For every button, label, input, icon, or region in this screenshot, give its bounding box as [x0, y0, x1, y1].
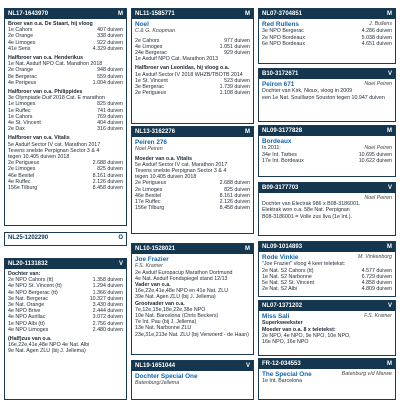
breeder-name: C.& G. Koopman [135, 28, 176, 35]
sex-badge: M [387, 361, 392, 367]
description-line: 10e Nat. Barcelona (Chris Beckers) [135, 313, 219, 320]
race-result: 2e Perigueux [135, 90, 167, 97]
participant-count: 8.161 duiven [92, 172, 123, 179]
ring-number: NL07-3704851 [262, 11, 303, 17]
sex-badge: M [387, 11, 392, 17]
pedigree-card-dam[interactable] [4, 258, 127, 400]
ring-number: NL25-1202290 [8, 235, 49, 241]
breeder-name: Noel Peiren [364, 81, 392, 87]
race-result: 6e NPO Bordeaux [262, 40, 305, 47]
participant-count: 10.327 duiven [89, 295, 123, 302]
description-line: 16e,22e,41e,48e NPO en 41e Nat. ZLU [135, 288, 229, 295]
breeder-name: Noel Peiren [135, 146, 163, 153]
race-result: 156e Tilburg [8, 185, 38, 192]
pigeon-name: Rode Vinkie [262, 254, 299, 261]
pedigree-card-great-grandsire[interactable] [258, 241, 396, 297]
race-result: 41e Sens [8, 45, 31, 52]
description-line: 1e Asduif Sector IV 2018 WHZB/TBOTB 2014 [135, 71, 243, 78]
description-line: 16e,22e,41e,48e NPO 4e Nat. Albi [8, 342, 90, 349]
description-line: 5e Asduif Sector IV cat. Marathon 2017 [8, 141, 101, 148]
breeder-name: J. Bullens [369, 21, 392, 27]
participant-count: 316 duiven [97, 126, 123, 133]
description-heading: Moeder van o.a. Vitalis [135, 155, 193, 162]
ring-number: NL07-1371202 [262, 303, 303, 309]
race-result: 24e Bergerac [135, 50, 167, 57]
race-result: 2e Nat. S2 Cahors (tt) [262, 267, 314, 274]
ring-number: FR-12-034553 [262, 361, 301, 367]
pigeon-name: Miss Sali [262, 313, 290, 320]
race-result: 17e Ruffec [135, 199, 161, 206]
description-line: 16e NPO, 16e NPO [262, 339, 309, 346]
participant-count: 741 duiven [97, 107, 123, 114]
card-header [5, 233, 126, 243]
sex-badge: M [245, 11, 250, 17]
description-heading: Halfbroer van o.a. Henderikus [8, 55, 84, 62]
participant-count: 769 duiven [97, 113, 123, 120]
participant-count: 4.858 duiven [361, 280, 392, 287]
participant-count: 4.651 duiven [361, 40, 392, 47]
race-result: 2e Orange [8, 67, 34, 74]
description-line: 4e Nat. Asduif Fondspiegel stand 12/13 [135, 275, 228, 282]
card-header [5, 259, 126, 269]
participant-count: 338 duiven [97, 33, 123, 40]
participant-count: 825 duiven [97, 166, 123, 173]
race-result: 4e Perigeux [8, 79, 37, 86]
pedigree-card-child[interactable] [4, 232, 127, 246]
sex-badge: M [387, 244, 392, 250]
pigeon-name: Bordeaux [262, 138, 292, 145]
sex-badge: V [387, 185, 392, 191]
pedigree-card-grandsire[interactable] [131, 8, 254, 124]
pigeon-name: Joe Frazier [135, 256, 169, 263]
participant-count: 8.458 duiven [219, 205, 250, 212]
race-result: 2e Perigueux [8, 160, 40, 167]
participant-count: 407 duiven [97, 27, 123, 34]
participant-count: 10.622 duiven [358, 157, 392, 164]
card-header [259, 126, 395, 136]
description-heading: Grootvader van o.a. [135, 300, 185, 307]
participant-count: 1.366 duiven [92, 289, 123, 296]
pigeon-name: Peiren 276 [135, 139, 167, 146]
pedigree-card-great-grandsire[interactable] [258, 8, 396, 64]
race-result: 4e St. Vincent [8, 120, 41, 127]
race-result: 4e Limoges [135, 43, 163, 50]
participant-count: 2.444 duiven [92, 308, 123, 315]
participant-count: 3.430 duiven [92, 302, 123, 309]
card-header [259, 183, 395, 193]
participant-count: 6.729 duiven [361, 273, 392, 280]
description-line: 13e Nat. Narbonne ZLU [135, 325, 192, 332]
card-header [259, 69, 395, 79]
participant-count: 2.480 duiven [92, 326, 123, 333]
participant-count: 2.756 duiven [92, 320, 123, 327]
pigeon-name: Noel [135, 21, 149, 28]
participant-count: 4.577 duiven [361, 267, 392, 274]
race-result: 2e Dax [8, 126, 25, 133]
participant-count: 5.038 duiven [361, 34, 392, 41]
participant-count: 922 duiven [97, 39, 123, 46]
card-header [132, 361, 253, 371]
pigeon-name: Dochter Special One [135, 373, 198, 380]
race-result: 3e NPO Bergerac [262, 28, 304, 35]
participant-count: 523 duiven [224, 77, 250, 84]
participant-count: 2.688 duiven [92, 160, 123, 167]
race-result: 1e Nat. S2 Narbonne [262, 273, 312, 280]
participant-count: 4.286 duiven [361, 28, 392, 35]
card-header [259, 9, 395, 19]
participant-count: 404 duiven [97, 120, 123, 127]
description-heading: Superkweekster [262, 320, 303, 327]
ring-number: NL09-1014893 [262, 244, 303, 250]
participant-count: 948 duiven [97, 67, 123, 74]
sex-badge: M [387, 128, 392, 134]
race-result: 4e NPO Bergerac (tt) [8, 289, 58, 296]
participant-count: 4.809 duiven [361, 286, 392, 293]
race-result: 3e Nat. Bergerac [8, 295, 49, 302]
race-result: 4e Ruffec [8, 178, 31, 185]
card-header [5, 9, 126, 19]
card-header [259, 242, 395, 252]
description-line: 1e Asduif NPO Cat. Marathon 2013 [135, 56, 219, 63]
description-line: 3e Olympiade Duif 2018 Cat. E marathon [8, 95, 105, 102]
description-line: 1e Nat. Asduif NPO Cat. Marathon 2018 [8, 61, 103, 68]
sex-badge: O [118, 235, 123, 241]
participant-count: 3.072 duiven [92, 314, 123, 321]
race-result: 4e NPO Limoges [8, 326, 49, 333]
pedigree-card-granddam[interactable] [131, 360, 254, 400]
sex-badge: M [245, 246, 250, 252]
participant-count: 1.108 duiven [219, 90, 250, 97]
pedigree-card-great-granddam[interactable] [258, 182, 396, 236]
race-result: 3e Bergerac [135, 84, 164, 91]
race-result: 1e Ruffec [8, 107, 31, 114]
description-line: tegen 10.405 duiven 2018 [135, 174, 197, 181]
ring-number: NL11-1585771 [135, 11, 175, 17]
participant-count: 2.126 duiven [219, 199, 250, 206]
race-result: 1e Cahors [8, 113, 33, 120]
description-line: In 2011: [262, 145, 281, 152]
participant-count: 2.688 duiven [219, 180, 250, 187]
description-line: 1e Int. Barcelona [262, 378, 303, 385]
ring-number: NL20-1131832 [8, 261, 48, 267]
race-result: 1e Limoges [8, 101, 36, 108]
participant-count: 929 duiven [224, 50, 250, 57]
pedigree-card-great-granddam[interactable] [258, 300, 396, 356]
breeder-name: Batenburg/Jellema [135, 380, 180, 387]
breeder-name: Noel Peiren [364, 145, 392, 152]
race-result: 17e Int. Bordeaux [262, 157, 304, 164]
race-result: 4e NPO Aurillac [8, 314, 46, 321]
pedigree-card-grandsire[interactable] [131, 243, 254, 355]
participant-count: 1.739 duiven [219, 84, 250, 91]
pedigree-card-great-granddam[interactable] [258, 68, 396, 122]
race-result: 2e NPO Cahors (tt) [8, 277, 54, 284]
race-result: 4e NPO St. Vincent (tt) [8, 283, 62, 290]
participant-count: 8.161 duiven [219, 192, 250, 199]
description-line: 9e Nat. Agen ZLU (bij J. Jellema) [8, 348, 86, 355]
ring-number: NL17-1643970 [8, 11, 49, 17]
description-heading: (Half)zus van o.a. [8, 336, 52, 343]
result-row [262, 41, 392, 47]
race-result: 1e Cahors [8, 27, 33, 34]
card-header [132, 9, 253, 19]
ring-number: NL09-3177828 [262, 128, 303, 134]
description-line: B08-3186001 = Volle zus Ilva (1e Int.). [262, 213, 352, 220]
participant-count: 4.329 duiven [92, 45, 123, 52]
participant-count: 1.294 duiven [92, 283, 123, 290]
card-header [132, 127, 253, 137]
race-result: 3e Nat. Orange [8, 302, 45, 309]
race-result: 5e Nat. S2 St. Vincent [262, 280, 315, 287]
description-line: een 1e Nat. Souillaron Souston tegen 10.947 duiven [262, 94, 385, 101]
breeder-name: M. Vinkenborg [357, 254, 392, 260]
race-result: 46e Bexitel [135, 192, 162, 199]
race-result: 156e Tilburg [135, 205, 165, 212]
description-line: 23e,31e,213e Nat. ZLU (bij Verwoerd - de Haan) [135, 331, 249, 338]
sex-badge: V [387, 71, 392, 77]
ring-number: NL13-3162276 [135, 129, 176, 135]
card-header [259, 301, 395, 311]
participant-count: 559 duiven [97, 73, 123, 80]
card-header [132, 244, 253, 254]
description-line: tegen 10.405 duiven 2018 [8, 154, 70, 161]
breeder-name: Batenburg v/d Marwe [341, 371, 392, 377]
description-line: "Joe Frazier" vloog 4 keer teletekst: [262, 261, 346, 268]
participant-count: 1.004 duiven [92, 79, 123, 86]
participant-count: 8.458 duiven [92, 185, 123, 192]
ring-number: NL10-1528021 [135, 246, 176, 252]
ring-number: NL19-1651044 [135, 363, 176, 369]
result-row [262, 286, 392, 292]
result-row [135, 205, 250, 211]
description-heading: Moeder van o.a. 8 x teletekst: [262, 326, 336, 333]
pedigree-card-great-grandsire[interactable] [258, 125, 396, 177]
description-heading: Halfbroer van o.a. Vitalis [8, 135, 70, 142]
description-heading: Dochter van: [8, 271, 41, 277]
description-line: Tevens snelste Perpignan Sector 3 & 4 [8, 147, 100, 154]
breeder-name: Noel Peiren [364, 195, 392, 201]
result-row [262, 158, 392, 164]
breeder-name: F.S. Kramer [135, 263, 163, 270]
description-line: Elektrak won o.a. 58e Nat. Perpignan [262, 207, 350, 214]
participant-count: 825 duiven [97, 101, 123, 108]
sex-badge: M [245, 129, 250, 135]
participant-count: 977 duiven [224, 37, 250, 44]
sex-badge: M [118, 11, 123, 17]
sex-badge: V [387, 303, 392, 309]
race-result: 2e NPO Bordeaux [262, 34, 305, 41]
pedigree-card-great-grandsire[interactable] [258, 358, 396, 400]
pedigree-card-sire[interactable] [4, 8, 127, 226]
participant-count: 1.358 duiven [92, 277, 123, 284]
description-line: Dochter van Kirk, Nioux, vloog in 2009 [262, 88, 353, 95]
participant-count: 1.051 duiven [219, 43, 250, 50]
description-heading: Halfbroer van o.a. Philippides [8, 89, 83, 96]
race-result: 2e Limoges [135, 186, 163, 193]
race-result: 34e Int. Tarbes [262, 151, 297, 158]
card-header [259, 359, 395, 369]
description-heading: Broer van o.a. De Staart, hij vloog [8, 21, 93, 27]
result-row [8, 185, 123, 191]
pedigree-card-granddam[interactable] [131, 126, 254, 234]
description-heading: Vader van o.a. [135, 282, 171, 289]
race-result: 1e NPO Albi (tt) [8, 320, 45, 327]
description-line: Tevens snelste Perpignan Sector 3 & 4 [135, 168, 227, 175]
race-result: 4e NPO Brive [8, 308, 41, 315]
participant-count: 825 duiven [224, 186, 250, 193]
race-result: 2e Limoges [8, 166, 36, 173]
pigeon-name: Peiron 671 [262, 81, 295, 88]
race-result: 4e Limoges [8, 39, 36, 46]
race-result: 2e Perigueux [135, 180, 167, 187]
race-result: 1e St. Vincent [135, 77, 168, 84]
participant-count: 10.695 duiven [358, 151, 392, 158]
race-result: 8e Bergerac [8, 73, 37, 80]
description-line: 2e NPO, 4e NPO, 9e NPO, 10e NPO, [262, 332, 351, 339]
result-row [135, 90, 250, 96]
breeder-name: F.S. Kramer [364, 313, 392, 319]
description-heading: Halfbroer van Leonidas, hij vloog o.a. [135, 65, 230, 72]
ring-number: B09-3177703 [262, 185, 299, 191]
description-line: 5e Asduif Sector IV cat. Marathon 2017 [135, 161, 228, 168]
description-line: 2e Asduif Europacup Marathon Dortmund [135, 269, 233, 276]
pigeon-name: The Special One [262, 371, 312, 378]
sex-badge: V [118, 261, 123, 267]
description-line: 39e Nat. Agen ZLU (bij J. Jellema) [135, 294, 216, 301]
pigeon-name: Red Rullens [262, 21, 299, 28]
race-result: 2e Cahors [135, 37, 160, 44]
ring-number: B10-3172671 [262, 71, 299, 77]
participant-count: 2.126 duiven [92, 178, 123, 185]
race-result: 46e Bexitel [8, 172, 35, 179]
description-line: 7e Int. Pau (bij J. Jellema) [135, 319, 197, 326]
race-result: 2e Orange [8, 33, 34, 40]
description-line: Dochter van Electrak 986 x B08-3186001. [262, 201, 361, 208]
description-line: 7e,12e,15e,18e,22e,38e NPO [135, 306, 206, 313]
sex-badge: V [245, 363, 250, 369]
race-result: 2e Nat. S2 Albi [262, 286, 298, 293]
